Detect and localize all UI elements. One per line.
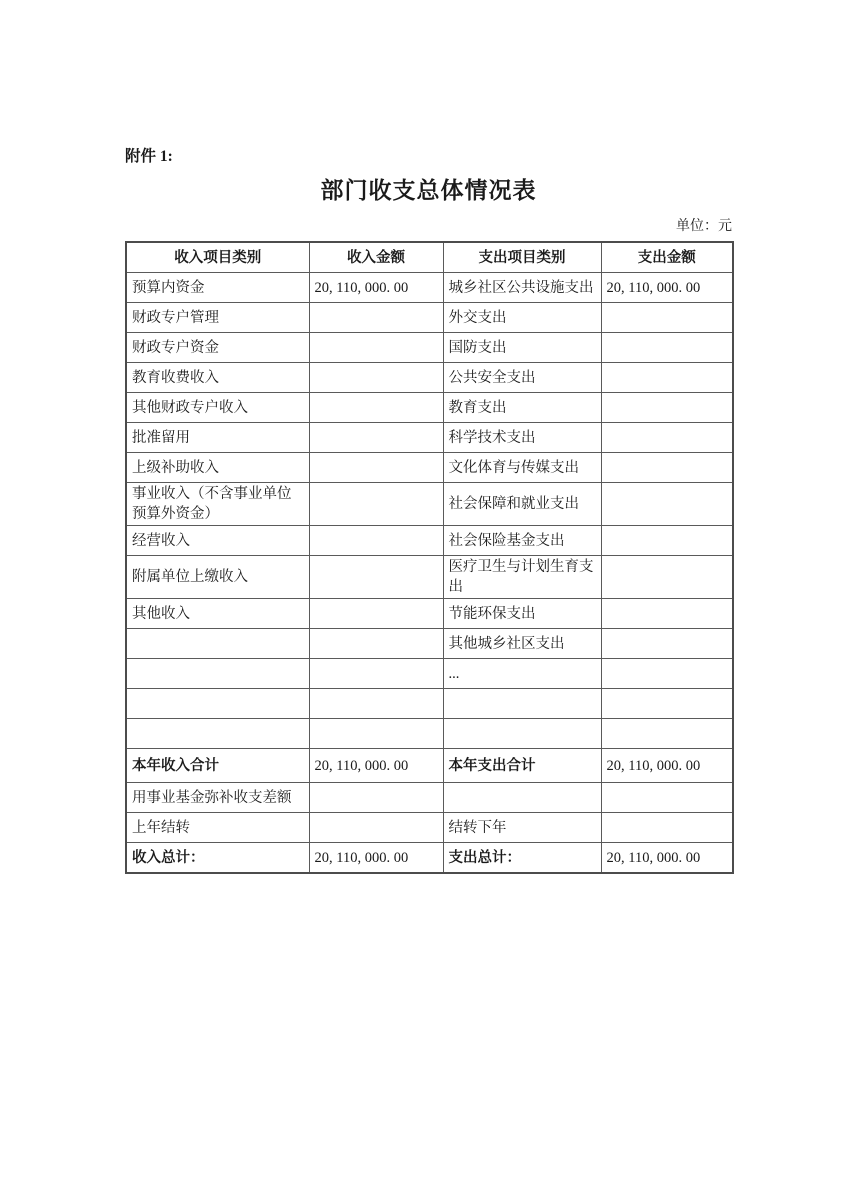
unit-label: 单位：元: [676, 219, 732, 234]
expense-category-cell: [443, 719, 601, 749]
income-category-cell: 教育收费收入: [126, 363, 309, 393]
expense-category-cell: 城乡社区公共设施支出: [443, 273, 601, 303]
expense-category-cell: 文化体育与传媒支出: [443, 453, 601, 483]
table-row: [126, 526, 733, 556]
income-category-cell: 经营收入: [126, 526, 309, 556]
expense-amount-cell: [601, 629, 733, 659]
income-amount-cell: [309, 813, 443, 843]
expense-amount-cell: [601, 363, 733, 393]
income-category-cell: [126, 659, 309, 689]
income-amount-cell: [309, 303, 443, 333]
income-amount-cell: [309, 599, 443, 629]
document-page: [125, 147, 732, 874]
table-row: [126, 333, 733, 363]
income-amount-cell: [309, 659, 443, 689]
column-header-2: 支出项目类别: [443, 242, 601, 273]
header-row: [126, 242, 733, 273]
table-row: [126, 843, 733, 874]
income-category-cell: 财政专户管理: [126, 303, 309, 333]
expense-category-cell: 社会保险基金支出: [443, 526, 601, 556]
income-category-cell: 用事业基金弥补收支差额: [126, 783, 309, 813]
expense-amount-cell: [601, 783, 733, 813]
budget-table: [125, 241, 734, 874]
table-row: [126, 783, 733, 813]
expense-amount-cell: [601, 453, 733, 483]
table-row: [126, 453, 733, 483]
table-body: [126, 273, 733, 874]
income-amount-cell: [309, 556, 443, 599]
income-amount-cell: 20, 110, 000. 00: [309, 273, 443, 303]
table-row: [126, 689, 733, 719]
income-amount-cell: [309, 333, 443, 363]
expense-amount-cell: [601, 303, 733, 333]
income-category-cell: 其他收入: [126, 599, 309, 629]
expense-category-cell: 社会保障和就业支出: [443, 483, 601, 526]
table-row: [126, 599, 733, 629]
income-amount-cell: [309, 689, 443, 719]
table-row: [126, 629, 733, 659]
table-row: [126, 483, 733, 526]
expense-amount-cell: [601, 659, 733, 689]
income-category-cell: 收入总计：: [126, 843, 309, 874]
income-category-cell: [126, 629, 309, 659]
table-row: [126, 423, 733, 453]
expense-amount-cell: [601, 719, 733, 749]
expense-category-cell: [443, 783, 601, 813]
income-amount-cell: 20, 110, 000. 00: [309, 843, 443, 874]
table-row: [126, 659, 733, 689]
income-amount-cell: [309, 393, 443, 423]
expense-category-cell: 外交支出: [443, 303, 601, 333]
income-category-cell: 附属单位上缴收入: [126, 556, 309, 599]
income-category-cell: 上年结转: [126, 813, 309, 843]
income-amount-cell: [309, 423, 443, 453]
expense-category-cell: 公共安全支出: [443, 363, 601, 393]
table-row: [126, 363, 733, 393]
expense-category-cell: 教育支出: [443, 393, 601, 423]
income-category-cell: 事业收入（不含事业单位预算外资金）: [126, 483, 309, 526]
table-row: [126, 303, 733, 333]
table-row: [126, 556, 733, 599]
expense-category-cell: 科学技术支出: [443, 423, 601, 453]
attachment-label: 附件 1:: [125, 148, 173, 165]
table-row: [126, 393, 733, 423]
expense-amount-cell: 20, 110, 000. 00: [601, 843, 733, 874]
expense-amount-cell: [601, 393, 733, 423]
table-row: [126, 749, 733, 783]
expense-amount-cell: [601, 813, 733, 843]
income-category-cell: 财政专户资金: [126, 333, 309, 363]
income-amount-cell: [309, 453, 443, 483]
expense-category-cell: ...: [443, 659, 601, 689]
expense-category-cell: 国防支出: [443, 333, 601, 363]
expense-category-cell: 其他城乡社区支出: [443, 629, 601, 659]
income-amount-cell: [309, 363, 443, 393]
column-header-1: 收入金额: [309, 242, 443, 273]
table-header: [126, 242, 733, 273]
expense-category-cell: 本年支出合计: [443, 749, 601, 783]
income-category-cell: 批准留用: [126, 423, 309, 453]
income-category-cell: [126, 689, 309, 719]
expense-amount-cell: 20, 110, 000. 00: [601, 749, 733, 783]
income-category-cell: 本年收入合计: [126, 749, 309, 783]
expense-amount-cell: [601, 526, 733, 556]
income-amount-cell: 20, 110, 000. 00: [309, 749, 443, 783]
income-amount-cell: [309, 629, 443, 659]
income-category-cell: 预算内资金: [126, 273, 309, 303]
expense-amount-cell: [601, 333, 733, 363]
expense-category-cell: 节能环保支出: [443, 599, 601, 629]
expense-amount-cell: [601, 556, 733, 599]
expense-category-cell: 医疗卫生与计划生育支出: [443, 556, 601, 599]
expense-amount-cell: [601, 483, 733, 526]
expense-amount-cell: [601, 423, 733, 453]
income-category-cell: 其他财政专户收入: [126, 393, 309, 423]
column-header-0: 收入项目类别: [126, 242, 309, 273]
income-category-cell: 上级补助收入: [126, 453, 309, 483]
expense-category-cell: [443, 689, 601, 719]
income-amount-cell: [309, 526, 443, 556]
expense-amount-cell: [601, 599, 733, 629]
table-row: [126, 273, 733, 303]
table-row: [126, 719, 733, 749]
income-category-cell: [126, 719, 309, 749]
page-title: 部门收支总体情况表: [320, 178, 537, 203]
expense-category-cell: 支出总计：: [443, 843, 601, 874]
income-amount-cell: [309, 483, 443, 526]
expense-amount-cell: [601, 689, 733, 719]
table-row: [126, 813, 733, 843]
expense-amount-cell: 20, 110, 000. 00: [601, 273, 733, 303]
income-amount-cell: [309, 719, 443, 749]
column-header-3: 支出金额: [601, 242, 733, 273]
income-amount-cell: [309, 783, 443, 813]
expense-category-cell: 结转下年: [443, 813, 601, 843]
